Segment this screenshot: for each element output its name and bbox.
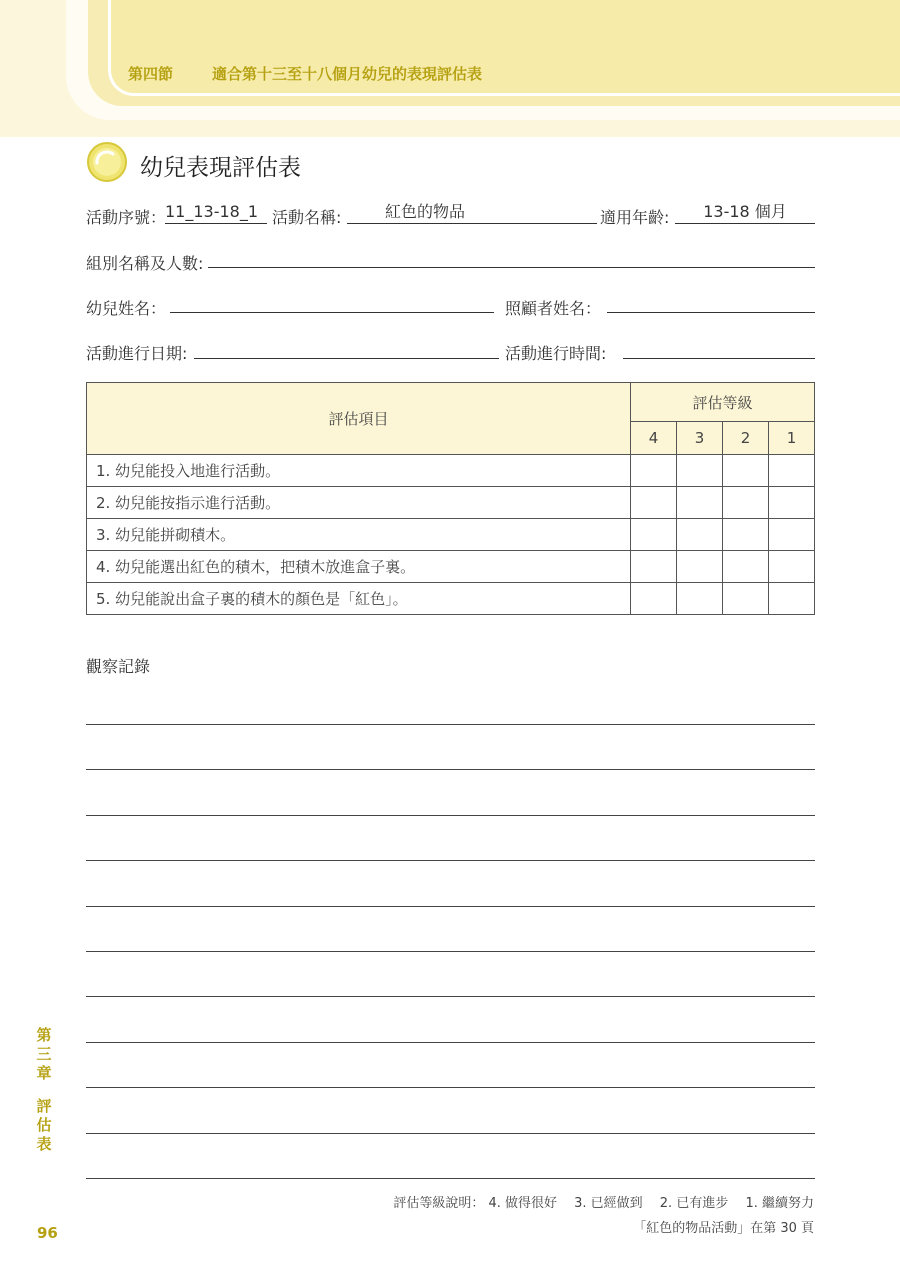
grade-cell-1[interactable] [769,487,815,519]
section-number: 第四節 [128,65,174,83]
grade-cell-4[interactable] [631,583,677,615]
table-row [87,455,815,487]
table-row [87,551,815,583]
grade-cell-1[interactable] [769,583,815,615]
item-text: 4. 幼兒能選出紅色的積木，把積木放進盒子裏。 [87,551,631,583]
spacer [35,1083,53,1097]
item-header: 評估項目 [87,383,631,455]
activity-name-label: 活動名稱: [272,208,342,227]
observation-line[interactable] [86,1133,815,1134]
title-bullet-icon [86,141,128,183]
grade-cell-1[interactable] [769,551,815,583]
grade-cell-4[interactable] [631,551,677,583]
time-label: 活動進行時間: [505,344,607,363]
observation-line[interactable] [86,769,815,770]
section-header [128,63,482,84]
observation-line[interactable] [86,815,815,816]
child-name-field[interactable] [170,290,494,313]
chapter-name-char: 估 [36,1116,52,1134]
item-text: 5. 幼兒能說出盒子裏的積木的顏色是「紅色」。 [87,583,631,615]
table-row [87,487,815,519]
group-field[interactable] [208,245,815,268]
grade-cell-2[interactable] [723,551,769,583]
grade-cell-4[interactable] [631,455,677,487]
grade-cell-2[interactable] [723,519,769,551]
grade-cell-3[interactable] [677,583,723,615]
page-number: 96 [37,1224,58,1242]
observation-line[interactable] [86,906,815,907]
item-text: 1. 幼兒能投入地進行活動。 [87,455,631,487]
chapter-name-char: 評 [36,1097,52,1115]
chapter-char: 三 [36,1045,52,1063]
observation-title: 觀察記錄 [86,657,151,676]
grade-cell-1[interactable] [769,519,815,551]
grade-3-header: 3 [677,422,723,455]
item-text: 3. 幼兒能拼砌積木。 [87,519,631,551]
activity-no-field[interactable]: 11_13-18_1 [165,201,267,224]
time-field[interactable] [623,336,815,359]
grade-header: 評估等級 [631,383,815,422]
grade-cell-4[interactable] [631,519,677,551]
observation-line[interactable] [86,1178,815,1179]
grade-cell-4[interactable] [631,487,677,519]
observation-line[interactable] [86,1087,815,1088]
date-field[interactable] [194,336,499,359]
activity-no-label: 活動序號： [86,208,167,227]
date-label: 活動進行日期: [86,344,188,363]
grade-cell-2[interactable] [723,487,769,519]
grade-cell-2[interactable] [723,583,769,615]
grade-cell-3[interactable] [677,551,723,583]
activity-reference: 「紅色的物品活動」在第 30 頁 [633,1221,814,1236]
group-label: 組別名稱及人數: [86,254,204,273]
carer-name-field[interactable] [607,290,815,313]
grade-2-header: 2 [723,422,769,455]
activity-name-field[interactable]: 紅色的物品 [347,201,597,224]
carer-name-label: 照顧者姓名： [505,299,602,318]
grade-cell-3[interactable] [677,455,723,487]
observation-line[interactable] [86,1042,815,1043]
chapter-char: 章 [36,1064,52,1082]
age-label: 適用年齡: [600,208,670,227]
observation-line[interactable] [86,951,815,952]
grade-1-header: 1 [769,422,815,455]
child-name-label: 幼兒姓名： [86,299,167,318]
chapter-side-label [35,1026,53,1154]
grade-cell-3[interactable] [677,487,723,519]
grade-legend: 評估等級說明： 4. 做得很好 3. 已經做到 2. 已有進步 1. 繼續努力 [393,1196,814,1211]
chapter-name-char: 表 [36,1135,52,1153]
form-title: 幼兒表現評估表 [140,155,301,181]
grade-cell-3[interactable] [677,519,723,551]
item-text: 2. 幼兒能按指示進行活動。 [87,487,631,519]
section-title: 適合第十三至十八個月幼兒的表現評估表 [212,65,483,83]
grade-cell-1[interactable] [769,455,815,487]
table-row [87,519,815,551]
observation-line[interactable] [86,996,815,997]
grade-4-header: 4 [631,422,677,455]
observation-line[interactable] [86,724,815,725]
age-field[interactable]: 13-18 個月 [675,201,815,224]
observation-line[interactable] [86,860,815,861]
grade-cell-2[interactable] [723,455,769,487]
evaluation-table [86,382,815,615]
table-row [87,583,815,615]
chapter-char: 第 [36,1026,52,1044]
